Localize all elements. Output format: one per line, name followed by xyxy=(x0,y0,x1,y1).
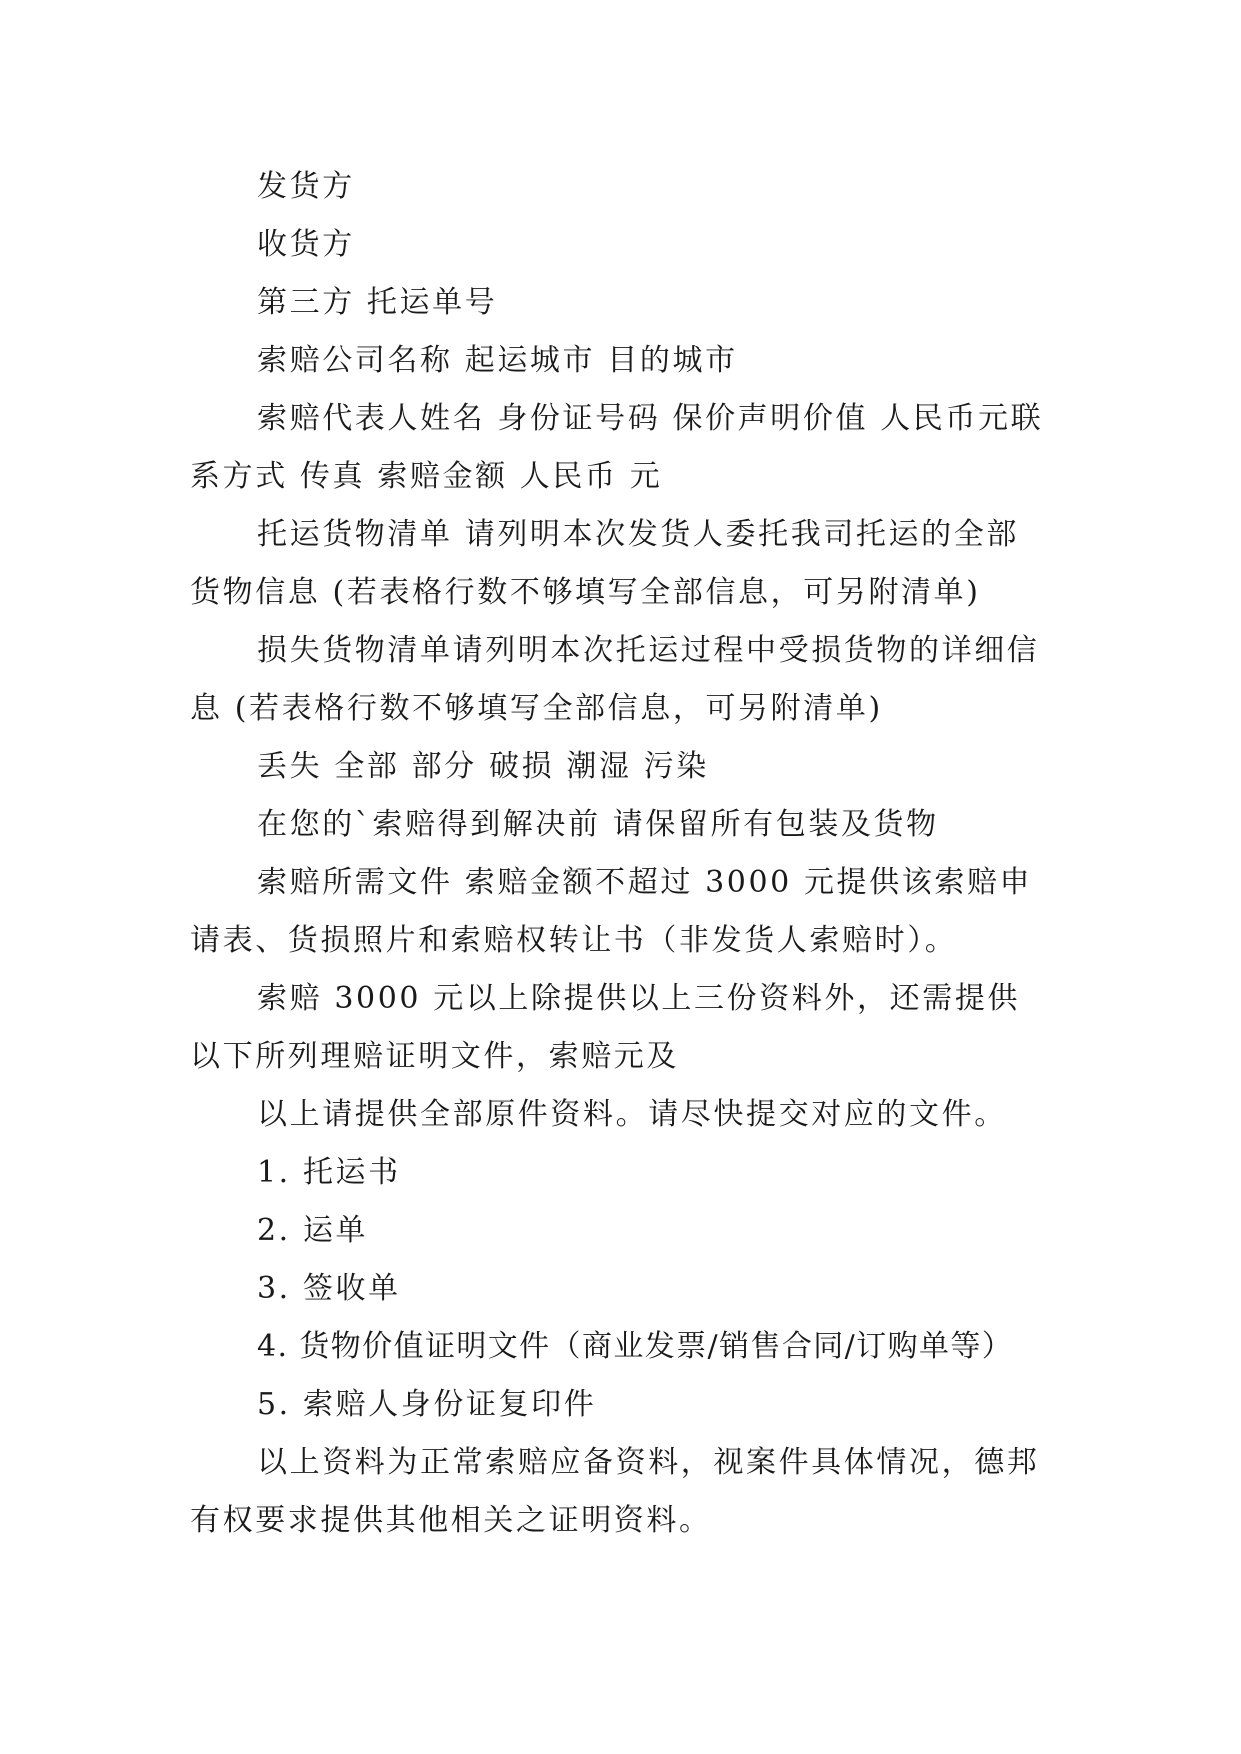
list-item-consignment-note: 1. 托运书 xyxy=(257,1155,401,1190)
document-body xyxy=(190,158,1045,1550)
paragraph-shipper: 发货方 xyxy=(257,169,355,204)
paragraph-claim-company: 索赔公司名称 起运城市 目的城市 xyxy=(257,343,738,378)
list-item-id-copy: 5. 索赔人身份证复印件 xyxy=(257,1387,597,1422)
paragraph-closing-note: 以上资料为正常索赔应备资料，视案件具体情况，德邦有权要求提供其他相关之证明资料。 xyxy=(190,1445,1040,1538)
paragraph-claim-representative: 索赔代表人姓名 身份证号码 保价声明价值 人民币元联系方式 传真 索赔金额 人民币 元 xyxy=(190,401,1044,494)
paragraph-third-party: 第三方 托运单号 xyxy=(257,285,498,320)
paragraph-required-docs: 索赔所需文件 索赔金额不超过 3000 元提供该索赔申请表、货损照片和索赔权转让书（非发货人索赔时）。 xyxy=(190,865,1033,958)
paragraph-consignee: 收货方 xyxy=(257,227,355,262)
list-item-waybill: 2. 运单 xyxy=(257,1213,369,1248)
paragraph-shipment-list: 托运货物清单 请列明本次发货人委托我司托运的全部货物信息 (若表格行数不够填写全部信息，可另附清单) xyxy=(190,517,1019,610)
paragraph-damaged-goods-list: 损失货物清单请列明本次托运过程中受损货物的详细信息 (若表格行数不够填写全部信息，可另附清单) xyxy=(190,633,1040,726)
paragraph-loss-types: 丢失 全部 部分 破损 潮湿 污染 xyxy=(257,749,709,784)
paragraph-keep-packaging: 在您的`索赔得到解决前 请保留所有包装及货物 xyxy=(257,807,939,842)
paragraph-originals-required: 以上请提供全部原件资料。请尽快提交对应的文件。 xyxy=(257,1097,1007,1132)
paragraph-claims-over-3000: 索赔 3000 元以上除提供以上三份资料外，还需提供以下所列理赔证明文件，索赔元及 xyxy=(190,981,1021,1074)
list-item-receipt: 3. 签收单 xyxy=(257,1271,401,1306)
list-item-value-proof: 4. 货物价值证明文件（商业发票/销售合同/订购单等） xyxy=(257,1329,1014,1364)
